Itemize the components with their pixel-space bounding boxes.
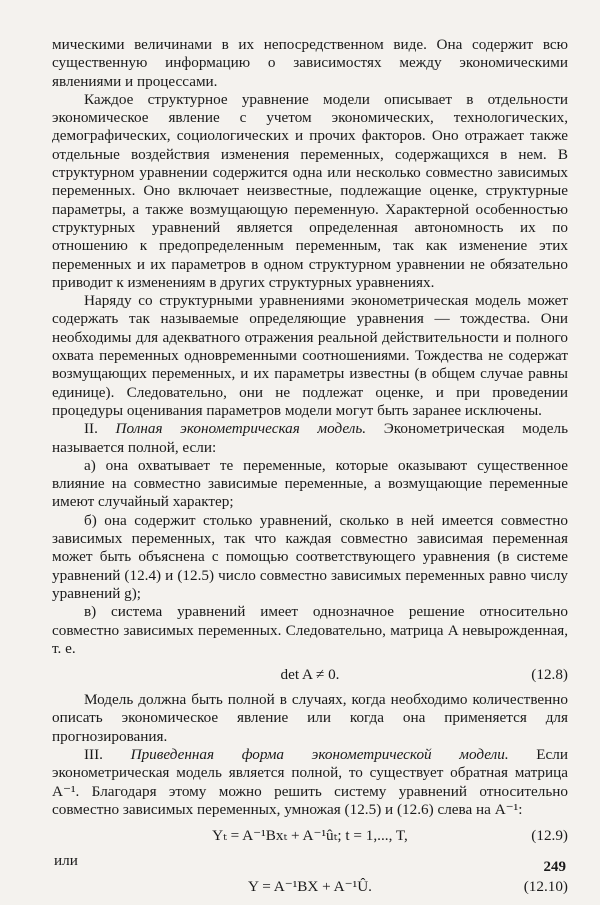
paragraph-identities: Наряду со структурными уравнениями эконометрическая модель может содержать так называемые определяющие уравнения — тождества. Они необходимы для адекватного отражения реальной действительности и полного охвата переменных одновременными соотношениями. Тождества не содержат возмущающих переменных, и их параметры известны (в общем случае равны единице). Следовательно, они не подлежат оценке, и при проведении процедуры оценивания параметров модели могут быть заранее исключены. [52, 292, 568, 419]
formula-text: Yₜ = A⁻¹Bxₜ + A⁻¹ûₜ; t = 1,..., T, [212, 827, 408, 845]
formula-12-9 [52, 825, 568, 847]
formula-text: det A ≠ 0. [280, 665, 340, 683]
formula-number: (12.8) [531, 665, 568, 683]
section-text-reduced-form: Если эконометрическая модель является полной, то существует обратная матрица A⁻¹. Благодаря этому можно решить систему уравнений относительно совместно зависимых переменных, умножая (12.5) и (12.6) слева на A⁻¹: [52, 745, 568, 818]
formula-number: (12.10) [523, 878, 568, 896]
formula-text: Y = A⁻¹BX + A⁻¹Û. [248, 878, 372, 896]
section-title-complete-model: Полная эконометрическая модель. [115, 420, 367, 438]
section-text-complete-model: Эконометрическая модель называется полной, если: [52, 420, 569, 456]
page-body [52, 36, 568, 903]
formula-number: (12.9) [531, 827, 568, 845]
formula-12-8 [52, 664, 568, 686]
list-item-b: б) она содержит столько уравнений, сколько в ней имеется совместно зависимых переменных, так что каждая совместно зависимая переменная может быть объяснена с помощью соответствующего уравнения (в системе уравнений (12.4) и (12.5) число совместно зависимых переменных равно числу уравнений g); [52, 511, 568, 602]
section-title-reduced-form: Приведенная форма эконометрической модели. [130, 745, 509, 763]
paragraph-structural-equation: Каждое структурное уравнение модели описывает в отдельности экономическое явление с учетом экономических, технологических, демографических, социологических и прочих факторов. Оно отражает также отдельные воздействия изменения переменных, содержащихся в нем. В структурном уравнении содержится одна или несколько совместно зависимых переменных. Оно включает неизвестные, подлежащие оценке, структурные параметры, а также возмущающую переменную. Характерной особенностью структурных уравнений является определенная автономность их по отношению к предопределенным переменным, так как изменение этих переменных и их параметров в одном структурном уравнении не обязательно приводит к изменениям в других структурных уравнениях. [52, 90, 568, 291]
paragraph-intro: мическими величинами в их непосредственном виде. Она содержит всю существенную информацию о зависимостях между экономическими явлениями и процессами. [52, 36, 568, 90]
list-item-c: в) система уравнений имеет однозначное решение относительно совместно зависимых переменных. Следовательно, матрица A невырожденная, т. е. [52, 603, 568, 657]
formula-12-10 [52, 876, 568, 898]
word-or: или [54, 852, 78, 870]
page-number: 249 [543, 859, 566, 875]
section-number-iii: III. [84, 745, 103, 763]
list-item-a: а) она охватывает те переменные, которые оказывают существенное влияние на совместно зависимые переменные, а возмущающие переменные имеют случайный характер; [52, 456, 568, 511]
paragraph-complete-model [52, 420, 568, 457]
paragraph-forecasting: Модель должна быть полной в случаях, когда необходимо количественно описать экономическое явление или когда она применяется для прогнозирования. [52, 691, 568, 745]
paragraph-reduced-form [52, 746, 568, 819]
section-number-ii: II. [84, 420, 98, 438]
